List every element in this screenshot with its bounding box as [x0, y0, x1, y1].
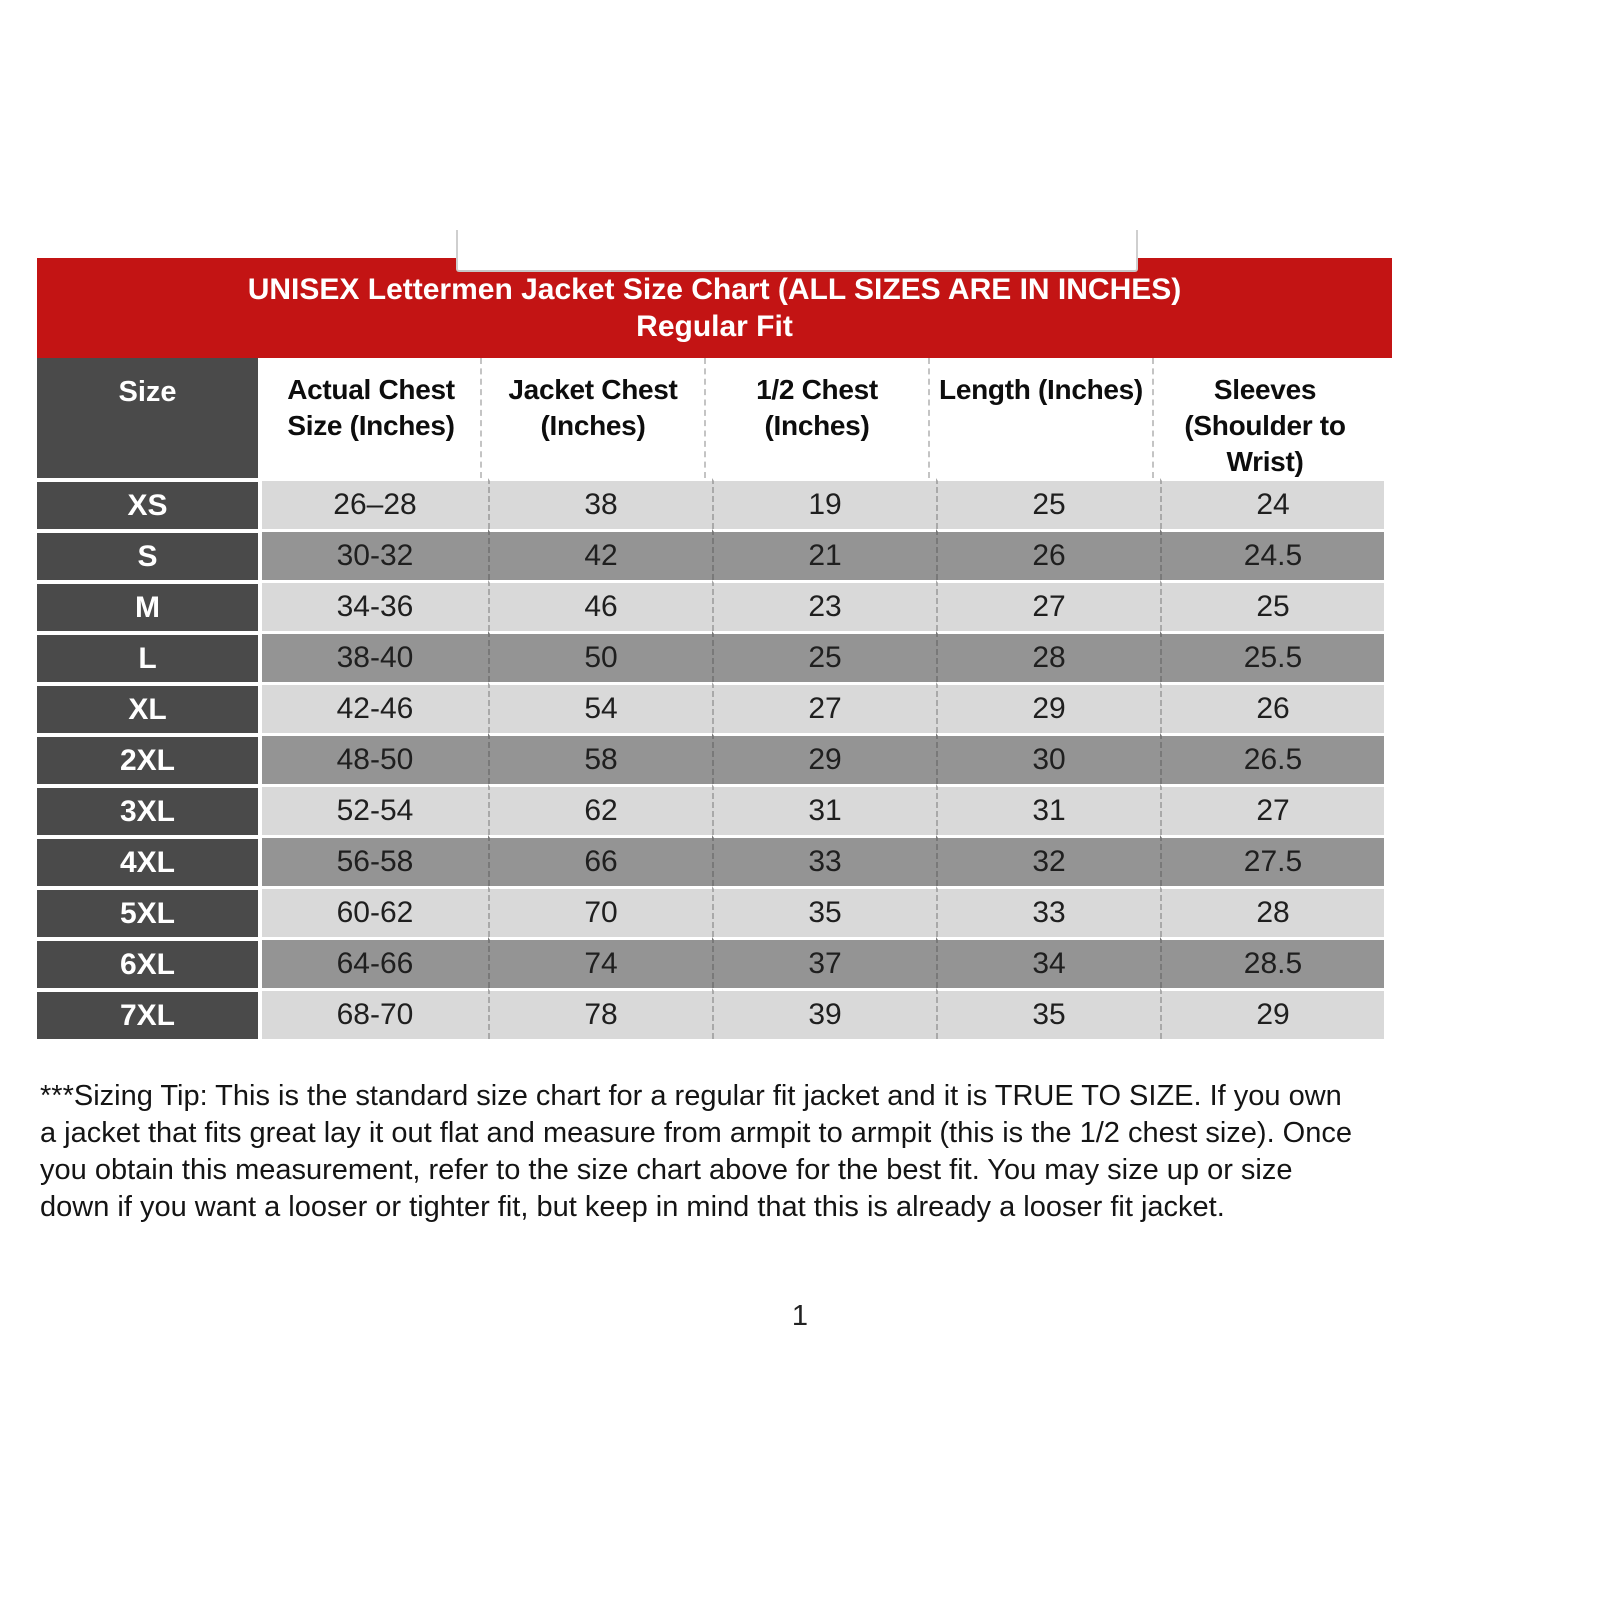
size-label: 7XL: [37, 988, 262, 1039]
table-row-xl: [37, 682, 1392, 733]
cell-length: 27: [936, 580, 1160, 631]
page-number: 1: [791, 1300, 809, 1332]
size-label: 4XL: [37, 835, 262, 886]
cell-length: 25: [936, 478, 1160, 529]
cell-length: 31: [936, 784, 1160, 835]
cell-sleeves: 25.5: [1160, 631, 1384, 682]
cell-length: 33: [936, 886, 1160, 937]
column-header-size: Size: [37, 358, 262, 478]
table-row-xs: [37, 478, 1392, 529]
size-chart-table: [37, 358, 1392, 1039]
table-row-6xl: [37, 937, 1392, 988]
cell-half-chest: 33: [712, 835, 936, 886]
cell-jacket-chest: 66: [488, 835, 712, 886]
cell-half-chest: 37: [712, 937, 936, 988]
cell-half-chest: 21: [712, 529, 936, 580]
cell-sleeves: 28: [1160, 886, 1384, 937]
cell-half-chest: 31: [712, 784, 936, 835]
cell-jacket-chest: 50: [488, 631, 712, 682]
cell-sleeves: 27.5: [1160, 835, 1384, 886]
column-header-half-chest: 1/2 Chest (Inches): [704, 358, 928, 478]
cell-jacket-chest: 74: [488, 937, 712, 988]
cell-jacket-chest: 42: [488, 529, 712, 580]
cell-half-chest: 35: [712, 886, 936, 937]
size-label: 6XL: [37, 937, 262, 988]
cell-sleeves: 27: [1160, 784, 1384, 835]
cell-jacket-chest: 58: [488, 733, 712, 784]
cell-half-chest: 29: [712, 733, 936, 784]
column-header-jacket-chest: Jacket Chest (Inches): [480, 358, 704, 478]
cell-half-chest: 19: [712, 478, 936, 529]
cell-length: 29: [936, 682, 1160, 733]
cell-sleeves: 25: [1160, 580, 1384, 631]
cell-half-chest: 23: [712, 580, 936, 631]
cell-actual-chest: 26–28: [262, 478, 488, 529]
table-title-banner: [37, 258, 1392, 358]
cell-actual-chest: 52-54: [262, 784, 488, 835]
table-row-4xl: [37, 835, 1392, 886]
cell-actual-chest: 30-32: [262, 529, 488, 580]
cell-half-chest: 27: [712, 682, 936, 733]
cell-sleeves: 28.5: [1160, 937, 1384, 988]
banner-title-line1: UNISEX Lettermen Jacket Size Chart (ALL SIZES ARE IN INCHES): [247, 273, 1182, 306]
size-label: S: [37, 529, 262, 580]
white-notch-artifact: [456, 230, 1138, 272]
cell-jacket-chest: 54: [488, 682, 712, 733]
column-header-sleeves: Sleeves (Shoulder to Wrist): [1152, 358, 1376, 478]
size-label: XS: [37, 478, 262, 529]
cell-actual-chest: 56-58: [262, 835, 488, 886]
sizing-tip-paragraph: ***Sizing Tip: This is the standard size chart for a regular fit jacket and it is TRUE TO SIZE. If you own a jacket that fits great lay it out flat and measure from armpit to armpit (this is the 1/2 chest size). Once you obtain this measurement, refer to the size chart above for the best fit. You may size up or size down if you want a looser or tighter fit, but keep in mind that this is already a looser fit jacket.: [40, 1080, 1352, 1223]
size-label: 5XL: [37, 886, 262, 937]
size-label: 2XL: [37, 733, 262, 784]
cell-length: 32: [936, 835, 1160, 886]
cell-length: 34: [936, 937, 1160, 988]
table-row-2xl: [37, 733, 1392, 784]
cell-sleeves: 26: [1160, 682, 1384, 733]
cell-actual-chest: 48-50: [262, 733, 488, 784]
cell-sleeves: 26.5: [1160, 733, 1384, 784]
cell-jacket-chest: 46: [488, 580, 712, 631]
table-row-5xl: [37, 886, 1392, 937]
cell-actual-chest: 64-66: [262, 937, 488, 988]
cell-actual-chest: 34-36: [262, 580, 488, 631]
cell-length: 28: [936, 631, 1160, 682]
size-label: L: [37, 631, 262, 682]
table-row-7xl: [37, 988, 1392, 1039]
size-label: M: [37, 580, 262, 631]
size-label: 3XL: [37, 784, 262, 835]
cell-sleeves: 24: [1160, 478, 1384, 529]
cell-sleeves: 29: [1160, 988, 1384, 1039]
table-row-3xl: [37, 784, 1392, 835]
cell-jacket-chest: 38: [488, 478, 712, 529]
cell-jacket-chest: 70: [488, 886, 712, 937]
cell-actual-chest: 42-46: [262, 682, 488, 733]
column-header-actual-chest: Actual Chest Size (Inches): [262, 358, 480, 478]
column-header-length: Length (Inches): [928, 358, 1152, 478]
table-row-s: [37, 529, 1392, 580]
table-header-row: [37, 358, 1392, 478]
cell-half-chest: 39: [712, 988, 936, 1039]
cell-length: 26: [936, 529, 1160, 580]
cell-actual-chest: 60-62: [262, 886, 488, 937]
cell-half-chest: 25: [712, 631, 936, 682]
cell-sleeves: 24.5: [1160, 529, 1384, 580]
cell-length: 35: [936, 988, 1160, 1039]
table-row-m: [37, 580, 1392, 631]
banner-title-line2: Regular Fit: [636, 310, 793, 343]
cell-actual-chest: 38-40: [262, 631, 488, 682]
cell-jacket-chest: 62: [488, 784, 712, 835]
cell-jacket-chest: 78: [488, 988, 712, 1039]
cell-length: 30: [936, 733, 1160, 784]
cell-actual-chest: 68-70: [262, 988, 488, 1039]
size-label: XL: [37, 682, 262, 733]
table-row-l: [37, 631, 1392, 682]
